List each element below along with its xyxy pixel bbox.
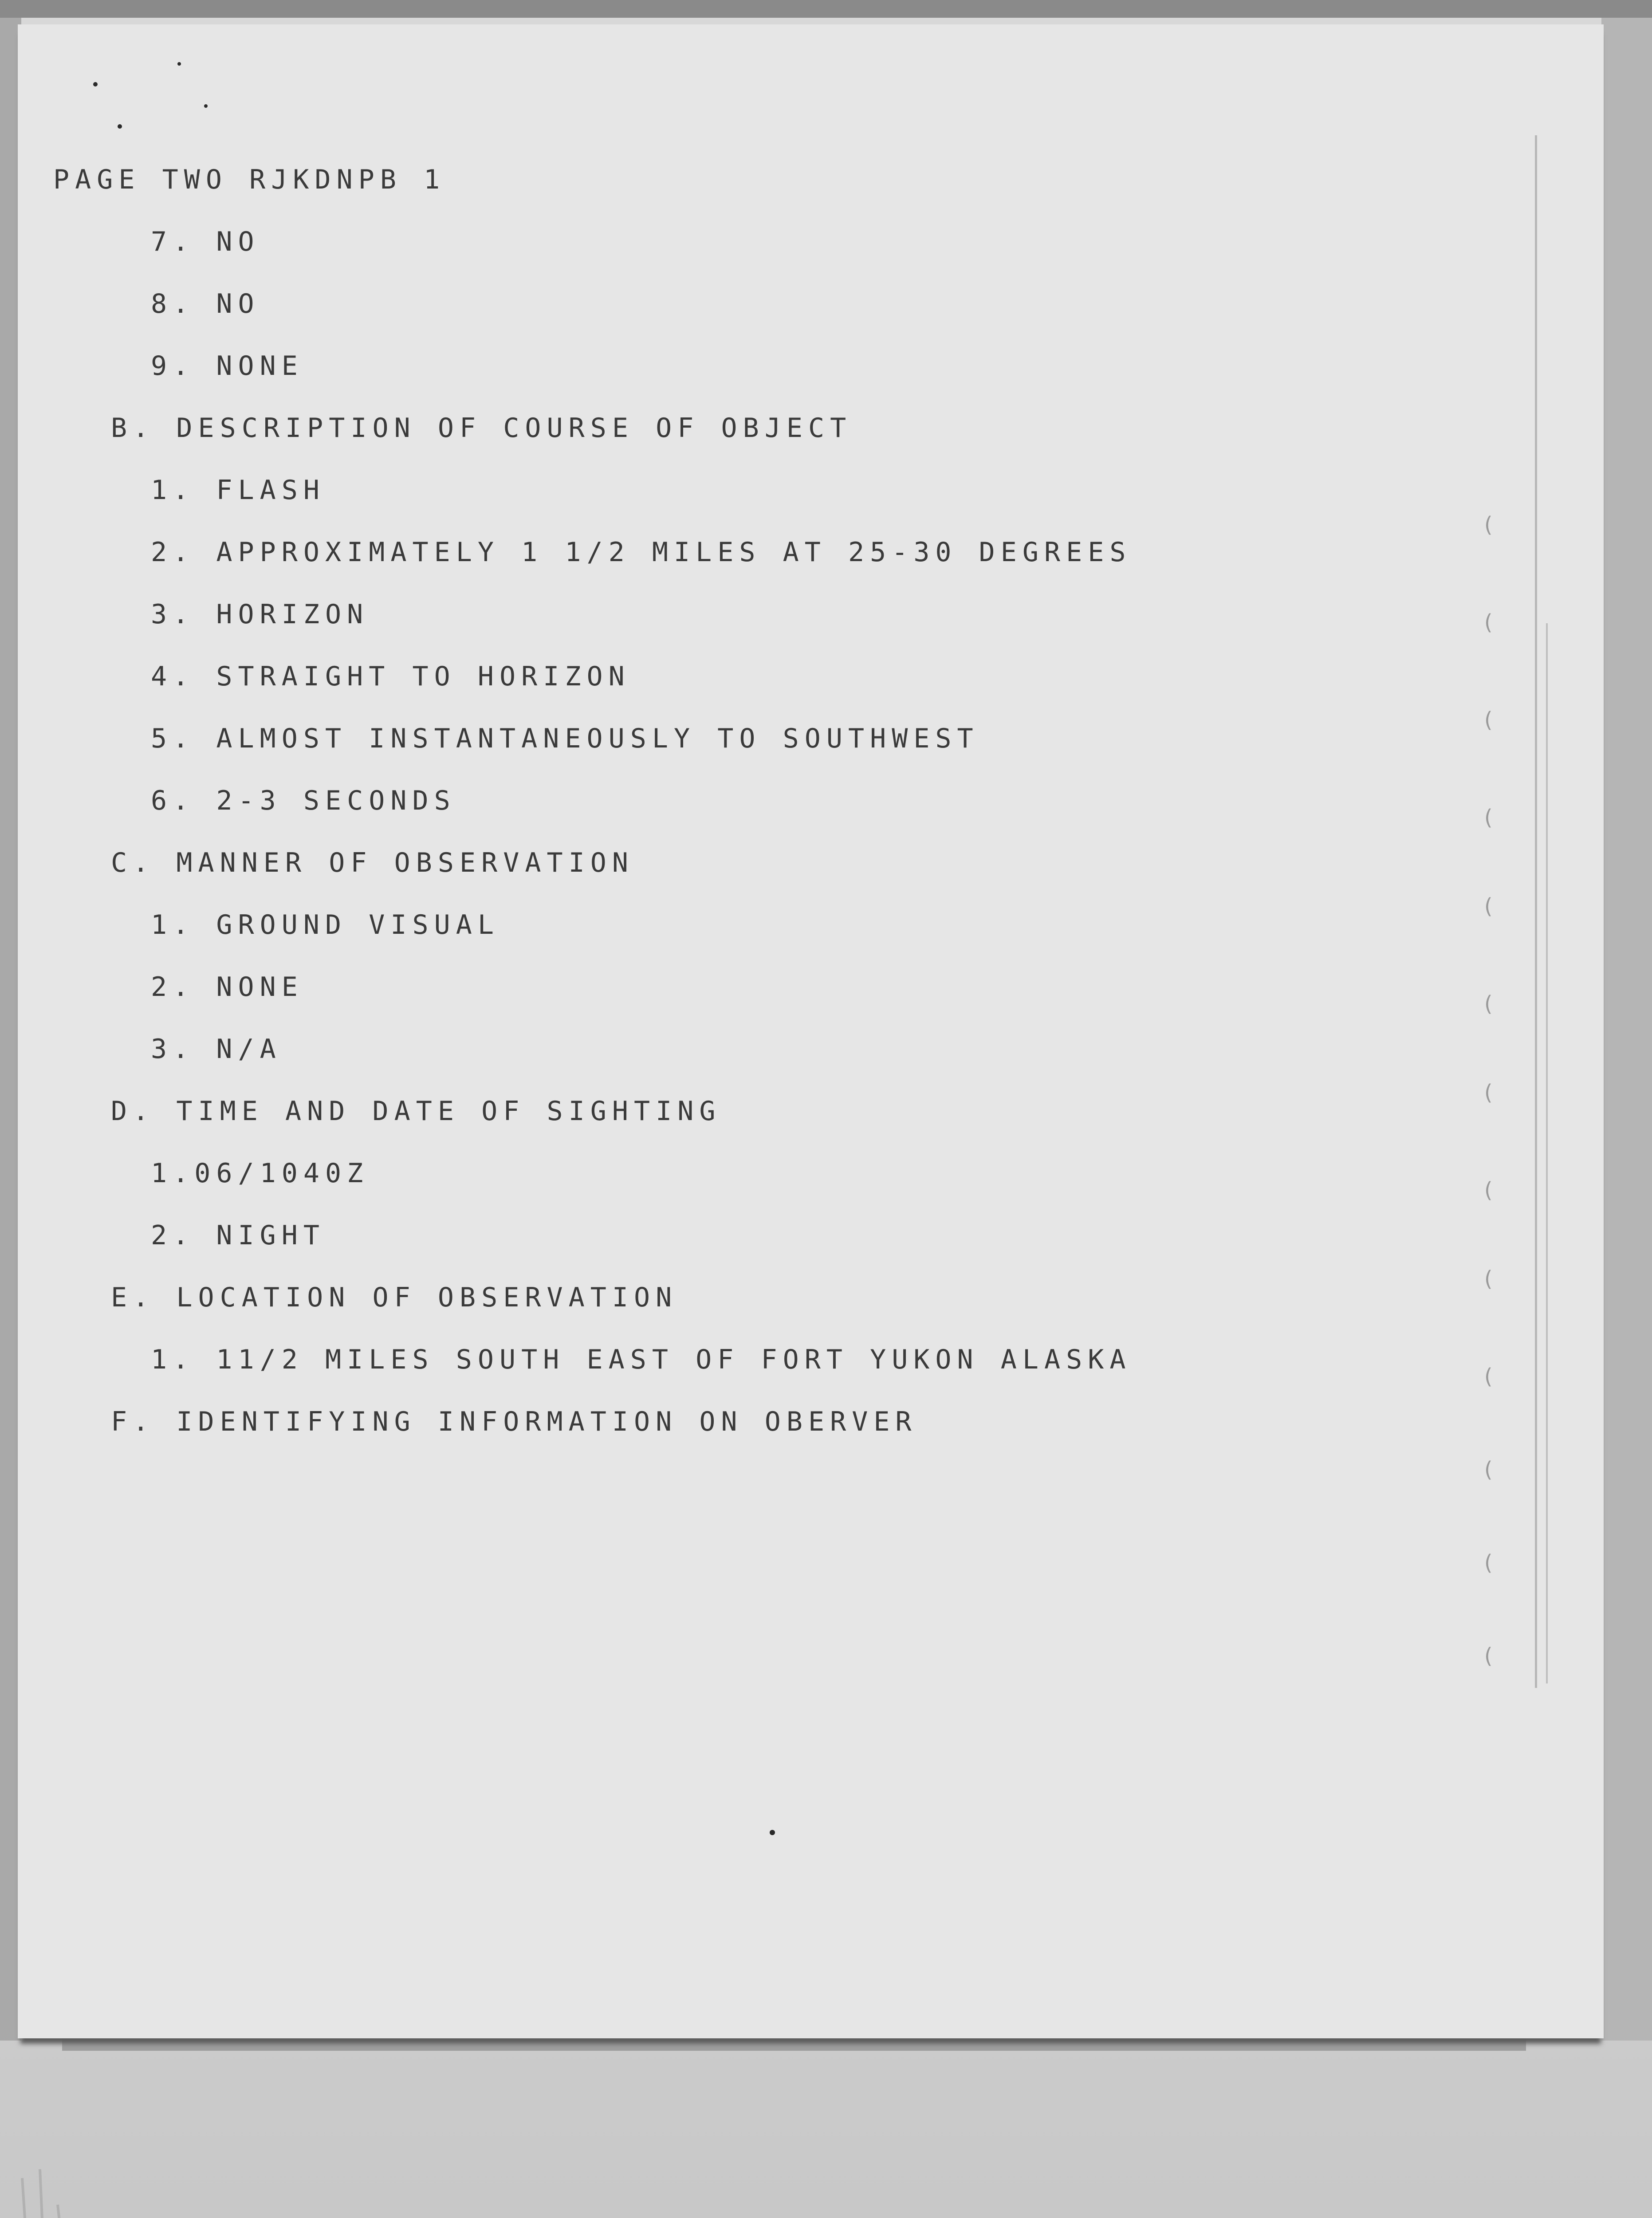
margin-mark: ( [1482, 610, 1495, 635]
list-item: 2. NIGHT [151, 1220, 325, 1251]
page-shadow [62, 2038, 1526, 2051]
page-header: PAGE TWO RJKDNPB 1 [53, 164, 446, 195]
list-item: 2. APPROXIMATELY 1 1/2 MILES AT 25-30 DEGREES [151, 537, 1132, 568]
list-item: 3. HORIZON [151, 599, 369, 630]
margin-mark: ( [1482, 1266, 1495, 1291]
section-heading: E. LOCATION OF OBSERVATION [111, 1282, 678, 1313]
dust-speck [93, 82, 98, 87]
dust-speck [177, 62, 181, 66]
margin-mark: ( [1482, 991, 1495, 1016]
margin-mark: ( [1482, 805, 1495, 830]
dust-speck [118, 124, 122, 129]
margin-mark: ( [1482, 1364, 1495, 1389]
dust-speck [770, 1830, 775, 1835]
margin-mark: ( [1482, 512, 1495, 537]
list-item: 8. NO [151, 288, 260, 319]
film-scratch-marks [4, 2151, 138, 2218]
list-item: 1. GROUND VISUAL [151, 909, 500, 940]
list-item: 4. STRAIGHT TO HORIZON [151, 661, 630, 692]
list-item: 1. 11/2 MILES SOUTH EAST OF FORT YUKON ALASKA [151, 1344, 1132, 1375]
list-item: 2. NONE [151, 971, 303, 1003]
section-heading: C. MANNER OF OBSERVATION [111, 847, 634, 878]
scan-top-edge [0, 0, 1652, 18]
margin-mark: ( [1482, 1644, 1495, 1668]
section-heading: F. IDENTIFYING INFORMATION ON OBERVER [111, 1406, 917, 1437]
margin-mark: ( [1482, 894, 1495, 919]
margin-rule [1535, 135, 1537, 1688]
margin-mark: ( [1482, 1457, 1495, 1482]
list-item: 1. FLASH [151, 475, 325, 506]
margin-rule-secondary [1546, 623, 1548, 1683]
margin-mark: ( [1482, 1178, 1495, 1203]
list-item: 1.06/1040Z [151, 1158, 369, 1189]
margin-mark: ( [1482, 708, 1495, 732]
list-item: 3. N/A [151, 1034, 282, 1065]
scan-right-edge [1601, 18, 1652, 2041]
margin-mark: ( [1482, 1550, 1495, 1575]
margin-mark: ( [1482, 1080, 1495, 1105]
list-item: 6. 2-3 SECONDS [151, 785, 456, 816]
list-item: 9. NONE [151, 350, 303, 381]
list-item: 7. NO [151, 226, 260, 257]
dust-speck [204, 104, 208, 108]
document-page [18, 24, 1604, 2038]
section-heading: B. DESCRIPTION OF COURSE OF OBJECT [111, 413, 852, 444]
section-heading: D. TIME AND DATE OF SIGHTING [111, 1096, 721, 1127]
list-item: 5. ALMOST INSTANTANEOUSLY TO SOUTHWEST [151, 723, 979, 754]
